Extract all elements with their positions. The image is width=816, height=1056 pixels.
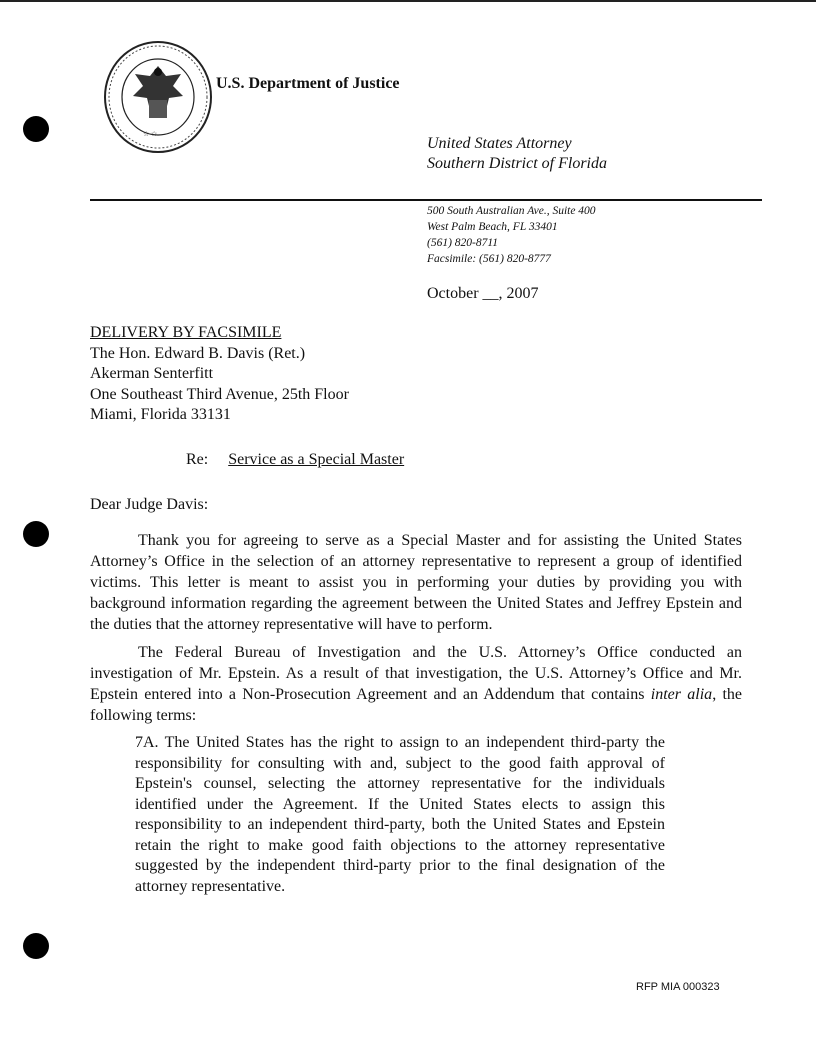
recipient-line: The Hon. Edward B. Davis (Ret.) [90, 344, 306, 362]
address-line: West Palm Beach, FL 33401 [427, 221, 558, 233]
address-line: 500 South Australian Ave., Suite 400 [427, 205, 596, 217]
punch-hole [23, 521, 49, 547]
salutation: Dear Judge Davis: [90, 496, 209, 513]
fax-line: Facsimile: (561) 820-8777 [427, 253, 551, 265]
re-label: Re: [186, 451, 209, 468]
recipient-line: Akerman Senterfitt [90, 365, 214, 382]
re-subject: Service as a Special Master [228, 451, 405, 468]
office-block [427, 134, 607, 174]
agency-name: U.S. Department of Justice [216, 75, 400, 92]
svg-text:☆ ☆: ☆ ☆ [143, 130, 158, 138]
paragraph-text: The Federal Bureau of Investigation and the U.S. Attorney’s Office conducted an investigation of Mr. Epstein. As a result of that investigation, the U.S. Attorney’s Office and Mr. Epstein entered into a Non-Prosecution Agreement and an Addendum that contains [90, 644, 742, 703]
latin-phrase: inter alia [650, 686, 713, 703]
recipient-line: Miami, Florida 33131 [90, 406, 231, 423]
quoted-term: 7A. The United States has the right to assign to an independent third-party the responsibility for consulting with and, subject to the good faith approval of Epstein's counsel, selecting the attorney representative for the individuals identified under the Agreement. If the United States elects to assign this responsibility to an independent third-party, both the United States and Epstein retain the right to make good faith objections to the attorney representative suggested by the independent third-party prior to the final designation of the attorney representative. [135, 734, 665, 895]
delivery-method: DELIVERY BY FACSIMILE [90, 324, 282, 341]
contact-block [427, 203, 596, 267]
office-title: United States Attorney [427, 135, 572, 152]
recipient-block [90, 323, 349, 426]
page-top-rule [0, 0, 816, 2]
doj-seal-icon [103, 40, 213, 155]
body-paragraph [90, 642, 742, 726]
punch-hole [23, 116, 49, 142]
body-paragraph: Thank you for agreeing to serve as a Special Master and for assisting the United States Attorney’s Office in the selection of an attorney representative to represent a group of identified victims. This letter is meant to assist you in performing your duties by providing you with background information regarding the agreement between the United States and Jeffrey Epstein and the duties that the attorney representative will have to perform. [90, 532, 742, 633]
paragraph-text: , the following terms: [90, 686, 743, 724]
phone-line: (561) 820-8711 [427, 237, 499, 249]
letter-date: October __, 2007 [427, 285, 539, 302]
recipient-line: One Southeast Third Avenue, 25th Floor [90, 385, 349, 403]
office-district: Southern District of Florida [427, 155, 607, 172]
re-line [186, 451, 404, 469]
punch-hole [23, 933, 49, 959]
bates-number: RFP MIA 000323 [636, 981, 720, 993]
header-rule [90, 199, 762, 201]
